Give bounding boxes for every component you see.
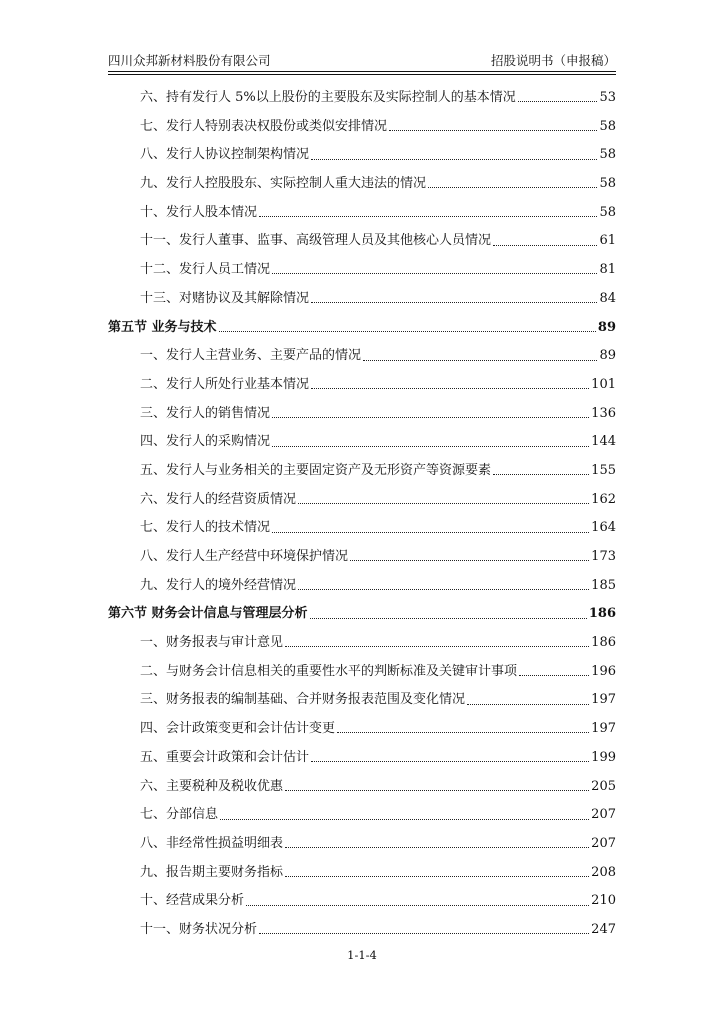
toc-entry-page: 186: [591, 635, 616, 651]
toc-entry[interactable]: [108, 801, 616, 830]
toc-section-entry[interactable]: [108, 314, 616, 343]
toc-entry[interactable]: [108, 227, 616, 256]
toc-dot-leader: [519, 674, 589, 676]
toc-dot-leader: [518, 100, 598, 102]
toc-entry-page: 101: [591, 376, 616, 392]
toc-entry-page: 207: [591, 835, 616, 851]
toc-entry-page: 199: [591, 749, 616, 765]
toc-entry[interactable]: [108, 830, 616, 859]
toc-entry[interactable]: [108, 84, 616, 113]
toc-entry[interactable]: [108, 686, 616, 715]
page-number: 1-1-4: [347, 948, 377, 962]
toc-entry-page: 58: [599, 118, 616, 134]
toc-entry[interactable]: [108, 744, 616, 773]
toc-section-entry[interactable]: [108, 600, 616, 629]
toc-entry-title: 七、发行人特别表决权股份或类似安排情况: [140, 118, 388, 134]
toc-entry-page: 136: [591, 405, 616, 421]
toc-entry[interactable]: [108, 170, 616, 199]
toc-entry-title: 九、报告期主要财务指标: [140, 864, 284, 880]
toc-entry[interactable]: [108, 887, 616, 916]
toc-entry[interactable]: [108, 629, 616, 658]
toc-entry-title: 六、发行人的经营资质情况: [140, 491, 297, 507]
toc-entry[interactable]: [108, 199, 616, 228]
toc-entry-page: 89: [599, 348, 616, 364]
toc-dot-leader: [493, 473, 589, 475]
toc-entry-title: 四、会计政策变更和会计估计变更: [140, 721, 336, 737]
toc-entry-title: 第五节 业务与技术: [108, 319, 217, 335]
toc-entry-title: 二、发行人所处行业基本情况: [140, 376, 310, 392]
toc-entry-page: 53: [599, 90, 616, 105]
toc-entry-title: 第六节 财务会计信息与管理层分析: [108, 606, 308, 622]
toc-entry[interactable]: [108, 400, 616, 429]
header-rule-thick: [108, 71, 616, 72]
toc-entry-page: 84: [599, 290, 616, 306]
toc-entry[interactable]: [108, 342, 616, 371]
toc-entry-page: 208: [591, 864, 616, 880]
toc-entry-title: 九、发行人的境外经营情况: [140, 577, 297, 593]
toc-entry-page: 61: [599, 233, 616, 249]
company-name: 四川众邦新材料股份有限公司: [108, 53, 271, 68]
toc-entry-title: 三、发行人的销售情况: [140, 405, 271, 421]
toc-dot-leader: [272, 416, 589, 418]
toc-dot-leader: [310, 617, 587, 619]
toc-entry[interactable]: [108, 285, 616, 314]
toc-entry-page: 58: [599, 176, 616, 192]
toc-entry[interactable]: [108, 113, 616, 142]
toc-entry-page: 164: [591, 520, 616, 536]
toc-entry[interactable]: [108, 256, 616, 285]
toc-entry[interactable]: [108, 514, 616, 543]
toc-entry-title: 十一、财务状况分析: [140, 921, 258, 937]
toc-dot-leader: [337, 731, 589, 733]
toc-entry-page: 197: [591, 721, 616, 737]
toc-entry-title: 八、发行人协议控制架构情况: [140, 147, 310, 163]
toc-dot-leader: [285, 846, 589, 848]
toc-dot-leader: [272, 445, 589, 447]
toc-entry-title: 七、发行人的技术情况: [140, 520, 271, 536]
toc-entry[interactable]: [108, 371, 616, 400]
toc-dot-leader: [350, 559, 589, 561]
toc-entry-page: 186: [588, 606, 616, 622]
toc-entry[interactable]: [108, 457, 616, 486]
toc-entry-page: 155: [591, 462, 616, 478]
toc-entry[interactable]: [108, 773, 616, 802]
toc-entry[interactable]: [108, 658, 616, 687]
toc-dot-leader: [220, 818, 589, 820]
toc-dot-leader: [467, 703, 589, 705]
toc-dot-leader: [428, 186, 597, 188]
toc-entry-title: 十一、发行人董事、监事、高级管理人员及其他核心人员情况: [140, 233, 492, 249]
toc-entry-title: 十三、对赌协议及其解除情况: [140, 290, 310, 306]
toc-dot-leader: [219, 330, 596, 332]
toc-entry[interactable]: [108, 715, 616, 744]
header-rule-thin: [108, 74, 616, 75]
toc-entry-title: 十、经营成果分析: [140, 893, 245, 909]
toc-dot-leader: [311, 158, 597, 160]
toc-entry[interactable]: [108, 543, 616, 572]
toc-entry-page: 89: [597, 319, 616, 335]
toc-entry-title: 一、财务报表与审计意见: [140, 635, 284, 651]
toc-entry-title: 四、发行人的采购情况: [140, 434, 271, 450]
toc-dot-leader: [259, 932, 589, 934]
toc-entry-page: 210: [591, 893, 616, 909]
toc-entry[interactable]: [108, 916, 616, 945]
toc-entry-page: 144: [591, 434, 616, 450]
toc-dot-leader: [311, 387, 589, 389]
toc-dot-leader: [272, 272, 597, 274]
toc-entry-page: 58: [599, 147, 616, 163]
toc-entry-page: 205: [591, 778, 616, 794]
toc-entry-page: 173: [591, 549, 616, 564]
toc-entry[interactable]: [108, 486, 616, 515]
toc-dot-leader: [298, 502, 589, 504]
toc-entry-page: 81: [599, 262, 616, 278]
page-header: [108, 52, 616, 70]
toc-entry-page: 207: [591, 807, 616, 823]
toc-entry-title: 六、持有发行人 5%以上股份的主要股东及实际控制人的基本情况: [140, 90, 516, 105]
toc-entry-title: 八、非经常性损益明细表: [140, 835, 284, 851]
document-type: 招股说明书（申报稿）: [490, 53, 616, 68]
toc-entry-title: 二、与财务会计信息相关的重要性水平的判断标准及关键审计事项: [140, 663, 518, 679]
toc-entry-title: 八、发行人生产经营中环境保护情况: [140, 549, 349, 564]
toc-entry-page: 196: [591, 663, 616, 679]
toc-entry[interactable]: [108, 428, 616, 457]
toc-entry-title: 五、重要会计政策和会计估计: [140, 749, 310, 765]
toc-dot-leader: [285, 789, 589, 791]
toc-dot-leader: [311, 301, 597, 303]
toc-entry-title: 九、发行人控股股东、实际控制人重大违法的情况: [140, 176, 427, 192]
toc-entry-page: 197: [591, 692, 616, 708]
toc-dot-leader: [285, 645, 589, 647]
toc-dot-leader: [363, 359, 597, 361]
toc-dot-leader: [246, 904, 589, 906]
toc-entry-title: 十二、发行人员工情况: [140, 262, 271, 278]
toc-entry-page: 58: [599, 204, 616, 220]
toc-dot-leader: [389, 129, 597, 131]
toc-dot-leader: [311, 760, 589, 762]
toc-entry[interactable]: [108, 859, 616, 888]
toc-entry-title: 五、发行人与业务相关的主要固定资产及无形资产等资源要素: [140, 462, 492, 478]
toc-dot-leader: [285, 875, 589, 877]
toc-entry-title: 七、分部信息: [140, 807, 219, 823]
toc-entry-title: 一、发行人主营业务、主要产品的情况: [140, 348, 362, 364]
toc-entry[interactable]: [108, 572, 616, 601]
toc-dot-leader: [259, 215, 597, 217]
table-of-contents: [108, 84, 616, 945]
toc-entry-title: 六、主要税种及税收优惠: [140, 778, 284, 794]
toc-dot-leader: [298, 588, 589, 590]
toc-dot-leader: [493, 244, 597, 246]
toc-entry-page: 247: [591, 921, 616, 937]
toc-entry[interactable]: [108, 141, 616, 170]
toc-dot-leader: [272, 531, 589, 533]
toc-entry-title: 十、发行人股本情况: [140, 204, 258, 220]
toc-entry-page: 162: [591, 491, 616, 507]
toc-entry-page: 185: [591, 577, 616, 593]
toc-entry-title: 三、财务报表的编制基础、合并财务报表范围及变化情况: [140, 692, 466, 708]
